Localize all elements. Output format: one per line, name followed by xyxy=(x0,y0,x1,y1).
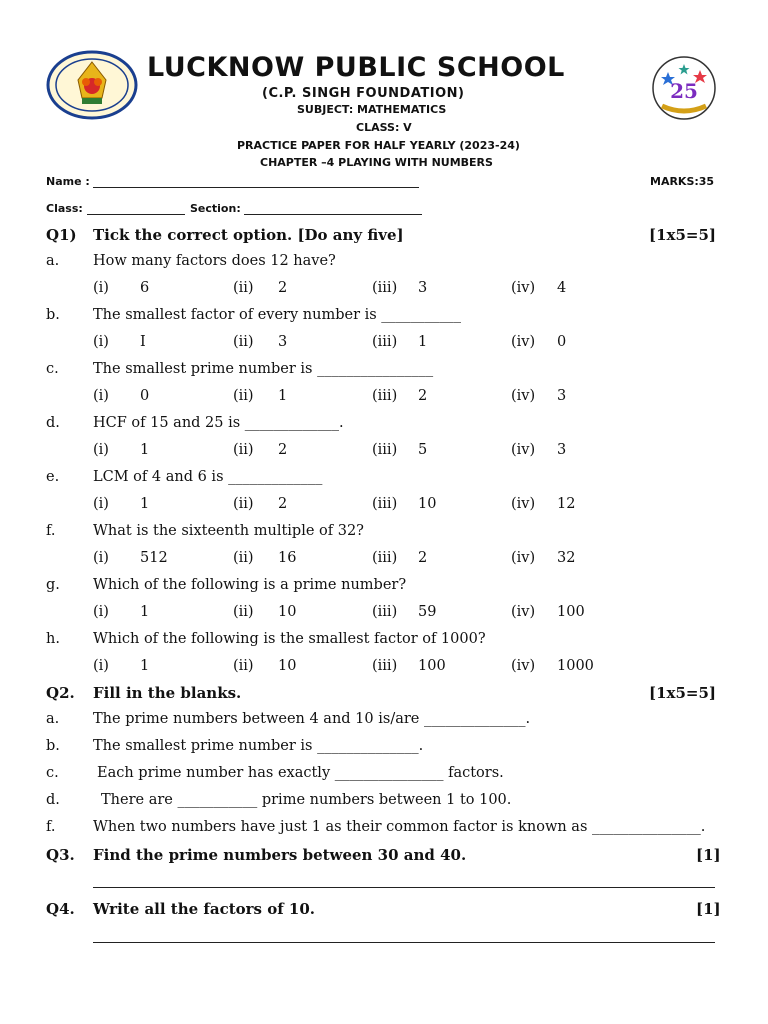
q2-item-text: When two numbers have just 1 as their common factor is known as _______________. xyxy=(93,819,706,835)
q2-item-text: The smallest prime number is ______________. xyxy=(93,738,424,754)
option-numeral: (i) xyxy=(93,280,109,296)
q2-item-text: There are ___________ prime numbers between 1 to 100. xyxy=(101,792,512,808)
option-numeral: (ii) xyxy=(233,334,254,350)
q3-answer-line[interactable] xyxy=(93,887,715,888)
q1-item-question: What is the sixteenth multiple of 32? xyxy=(93,523,364,539)
q2-number: Q2. xyxy=(46,684,75,702)
option-numeral: (ii) xyxy=(233,604,254,620)
option-numeral: (iii) xyxy=(372,280,398,296)
option-value[interactable]: 100 xyxy=(418,658,446,674)
q2-item-letter: b. xyxy=(46,738,60,754)
q3-text: Find the prime numbers between 30 and 40. xyxy=(93,846,467,864)
option-numeral: (i) xyxy=(93,604,109,620)
q2-marks: [1x5=5] xyxy=(649,684,717,702)
q2-instruction: Fill in the blanks. xyxy=(93,684,242,702)
option-value[interactable]: 2 xyxy=(418,388,428,404)
anniversary-logo-right xyxy=(648,56,720,120)
option-value[interactable]: 3 xyxy=(557,442,567,458)
option-numeral: (iv) xyxy=(511,496,536,512)
option-numeral: (ii) xyxy=(233,658,254,674)
option-value[interactable]: 1000 xyxy=(557,658,594,674)
option-value[interactable]: 0 xyxy=(557,334,567,350)
option-value[interactable]: 2 xyxy=(278,280,288,296)
option-value[interactable]: 3 xyxy=(557,388,567,404)
option-value[interactable]: 59 xyxy=(418,604,437,620)
class-label: Class: xyxy=(46,202,83,215)
q2-item-letter: a. xyxy=(46,711,60,727)
option-value[interactable]: 16 xyxy=(278,550,297,566)
option-value[interactable]: 10 xyxy=(278,604,297,620)
q2-item-text: The prime numbers between 4 and 10 is/are ______________. xyxy=(93,711,531,727)
option-value[interactable]: 2 xyxy=(278,496,288,512)
option-numeral: (i) xyxy=(93,496,109,512)
option-value[interactable]: 4 xyxy=(557,280,567,296)
q2-item-text: Each prime number has exactly _______________ factors. xyxy=(97,765,504,781)
q1-marks: [1x5=5] xyxy=(649,226,717,244)
q4-text: Write all the factors of 10. xyxy=(93,900,315,918)
name-blank[interactable] xyxy=(93,187,419,188)
q4-number: Q4. xyxy=(46,900,75,918)
option-numeral: (ii) xyxy=(233,388,254,404)
option-value[interactable]: 0 xyxy=(140,388,150,404)
option-numeral: (iv) xyxy=(511,604,536,620)
q1-item-question: The smallest prime number is ________________ xyxy=(93,361,434,377)
name-label: Name : xyxy=(46,175,90,188)
q1-number: Q1) xyxy=(46,226,77,244)
option-value[interactable]: 100 xyxy=(557,604,585,620)
q3-marks: [1] xyxy=(696,846,721,864)
option-value[interactable]: 10 xyxy=(278,658,297,674)
option-numeral: (iv) xyxy=(511,334,536,350)
option-numeral: (iii) xyxy=(372,388,398,404)
option-numeral: (iv) xyxy=(511,658,536,674)
option-numeral: (ii) xyxy=(233,442,254,458)
q1-instruction: Tick the correct option. [Do any five] xyxy=(93,226,404,244)
option-numeral: (ii) xyxy=(233,550,254,566)
chapter-title: CHAPTER –4 PLAYING WITH NUMBERS xyxy=(260,156,493,169)
option-value[interactable]: 1 xyxy=(418,334,428,350)
option-numeral: (iv) xyxy=(511,550,536,566)
q1-item-question: Which of the following is the smallest factor of 1000? xyxy=(93,631,486,647)
option-value[interactable]: 5 xyxy=(418,442,428,458)
q4-answer-line[interactable] xyxy=(93,942,715,943)
q1-item-letter: b. xyxy=(46,307,60,323)
section-label: Section: xyxy=(190,202,241,215)
option-numeral: (iii) xyxy=(372,550,398,566)
option-numeral: (iii) xyxy=(372,496,398,512)
option-value[interactable]: 3 xyxy=(418,280,428,296)
q2-item-letter: d. xyxy=(46,792,60,808)
q1-item-letter: a. xyxy=(46,253,60,269)
q1-item-question: The smallest factor of every number is ___________ xyxy=(93,307,462,323)
subject-line: SUBJECT: MATHEMATICS xyxy=(297,103,447,116)
anniversary-number: 25 xyxy=(670,79,698,103)
option-value[interactable]: 2 xyxy=(418,550,428,566)
q1-item-question: HCF of 15 and 25 is _____________. xyxy=(93,415,344,431)
option-numeral: (i) xyxy=(93,658,109,674)
option-value[interactable]: 32 xyxy=(557,550,576,566)
school-name: LUCKNOW PUBLIC SCHOOL xyxy=(147,52,565,83)
option-numeral: (iv) xyxy=(511,280,536,296)
marks-total: MARKS:35 xyxy=(650,175,715,188)
option-value[interactable]: 1 xyxy=(140,496,150,512)
q1-item-question: LCM of 4 and 6 is _____________ xyxy=(93,469,323,485)
section-blank[interactable] xyxy=(244,214,422,215)
q1-item-question: How many factors does 12 have? xyxy=(93,253,336,269)
q1-item-letter: d. xyxy=(46,415,60,431)
option-value[interactable]: 1 xyxy=(278,388,288,404)
option-numeral: (i) xyxy=(93,388,109,404)
option-value[interactable]: I xyxy=(140,334,146,350)
option-numeral: (iii) xyxy=(372,604,398,620)
q1-item-letter: f. xyxy=(46,523,56,539)
option-numeral: (iv) xyxy=(511,388,536,404)
paper-title: PRACTICE PAPER FOR HALF YEARLY (2023-24) xyxy=(237,139,520,152)
q4-marks: [1] xyxy=(696,900,721,918)
option-value[interactable]: 2 xyxy=(278,442,288,458)
option-value[interactable]: 1 xyxy=(140,658,150,674)
option-value[interactable]: 6 xyxy=(140,280,150,296)
class-blank[interactable] xyxy=(87,214,185,215)
option-numeral: (i) xyxy=(93,334,109,350)
q1-item-letter: c. xyxy=(46,361,59,377)
class-line: CLASS: V xyxy=(356,121,412,134)
q1-item-letter: e. xyxy=(46,469,60,485)
option-numeral: (iv) xyxy=(511,442,536,458)
option-value[interactable]: 512 xyxy=(140,550,168,566)
q1-item-letter: h. xyxy=(46,631,60,647)
q3-number: Q3. xyxy=(46,846,75,864)
option-value[interactable]: 1 xyxy=(140,442,150,458)
option-numeral: (i) xyxy=(93,442,109,458)
option-value[interactable]: 12 xyxy=(557,496,576,512)
q1-item-question: Which of the following is a prime number? xyxy=(93,577,407,593)
option-numeral: (ii) xyxy=(233,496,254,512)
q2-item-letter: f. xyxy=(46,819,56,835)
option-numeral: (iii) xyxy=(372,334,398,350)
option-numeral: (i) xyxy=(93,550,109,566)
option-value[interactable]: 10 xyxy=(418,496,437,512)
q1-item-letter: g. xyxy=(46,577,60,593)
option-value[interactable]: 1 xyxy=(140,604,150,620)
option-numeral: (ii) xyxy=(233,280,254,296)
school-logo-left xyxy=(46,50,138,120)
option-numeral: (iii) xyxy=(372,442,398,458)
q2-item-letter: c. xyxy=(46,765,59,781)
foundation-name: (C.P. SINGH FOUNDATION) xyxy=(262,86,465,101)
option-value[interactable]: 3 xyxy=(278,334,288,350)
option-numeral: (iii) xyxy=(372,658,398,674)
